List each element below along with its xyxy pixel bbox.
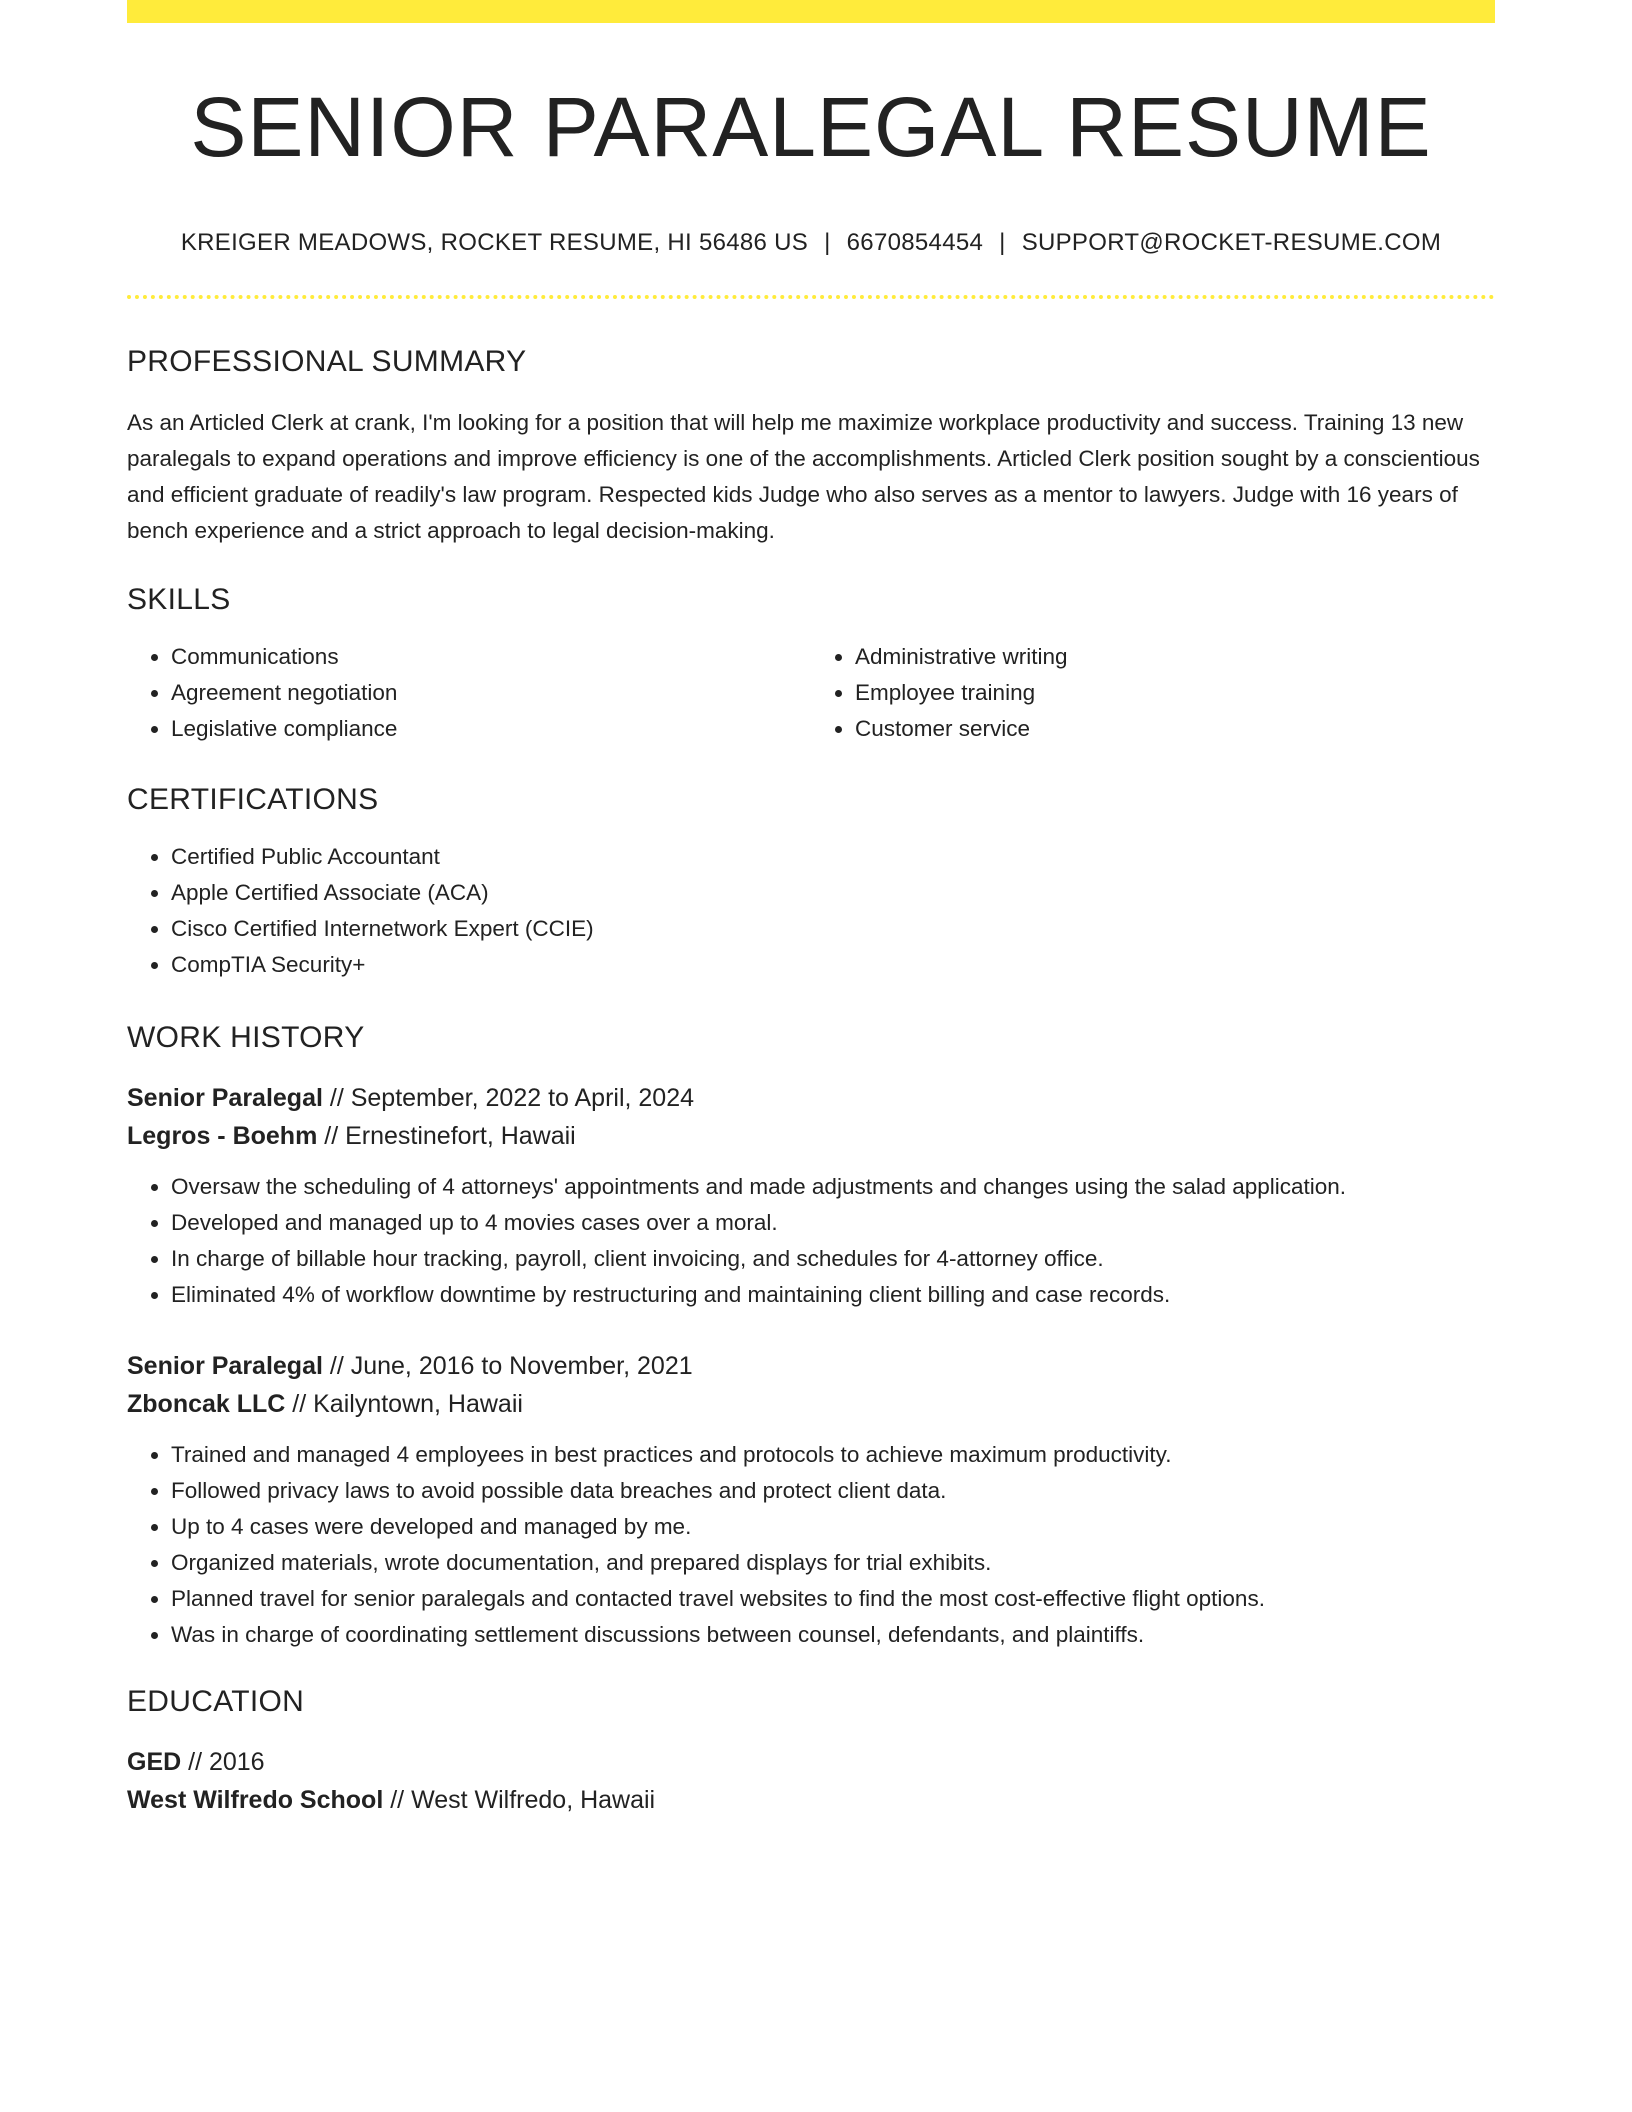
education-location: // West Wilfredo, Hawaii (383, 1786, 656, 1814)
education-year: // 2016 (181, 1748, 265, 1776)
job-bullet: • Up to 4 cases were developed and managed by me. (171, 1509, 1495, 1545)
job-company: Zboncak LLC (127, 1390, 286, 1418)
skills-list-right (811, 639, 1495, 747)
skill-item: • Communications (171, 639, 811, 675)
job-bullet: • Organized materials, wrote documentation, and prepared displays for trial exhibits. (171, 1545, 1495, 1581)
contact-phone: 6670854454 (846, 229, 984, 256)
page-title: SENIOR PARALEGAL RESUME (190, 80, 1432, 174)
contact-address: KREIGER MEADOWS, ROCKET RESUME, HI 56486 US (180, 229, 809, 256)
accent-top-bar (127, 0, 1495, 23)
job-bullet: • Planned travel for senior paralegals and contacted travel websites to find the most cost-effective flight options. (171, 1581, 1495, 1617)
skill-item: • Legislative compliance (171, 711, 811, 747)
education-school-line (127, 1781, 1495, 1819)
skills-heading: SKILLS (127, 583, 231, 616)
skill-item: • Employee training (855, 675, 1495, 711)
job-bullets (127, 1169, 1495, 1313)
job-bullet: • Oversaw the scheduling of 4 attorneys' appointments and made adjustments and changes using the salad application. (171, 1169, 1495, 1205)
job-title: Senior Paralegal (127, 1352, 323, 1380)
job-bullet: • In charge of billable hour tracking, payroll, client invoicing, and schedules for 4-attorney office. (171, 1241, 1495, 1277)
job-title-line (127, 1079, 1495, 1117)
work-history-heading: WORK HISTORY (127, 1021, 365, 1054)
job-bullet: • Developed and managed up to 4 movies cases over a moral. (171, 1205, 1495, 1241)
education-entry (127, 1743, 1495, 1819)
job-dates: // September, 2022 to April, 2024 (322, 1084, 695, 1112)
job-entry (127, 1079, 1495, 1313)
education-degree: GED (127, 1748, 182, 1776)
certification-item: • Apple Certified Associate (ACA) (171, 875, 1495, 911)
education-heading: EDUCATION (127, 1685, 305, 1718)
job-bullet: • Was in charge of coordinating settlement discussions between counsel, defendants, and plaintiffs. (171, 1617, 1495, 1653)
education-school: West Wilfredo School (127, 1786, 384, 1814)
job-bullets (127, 1437, 1495, 1653)
contact-line (127, 231, 1495, 255)
job-dates: // June, 2016 to November, 2021 (322, 1352, 693, 1380)
job-bullet: • Followed privacy laws to avoid possible data breaches and protect client data. (171, 1473, 1495, 1509)
skills-columns (127, 639, 1495, 747)
job-company-line (127, 1385, 1495, 1423)
job-company-line (127, 1117, 1495, 1155)
contact-separator: | (999, 229, 1006, 256)
certifications-heading: CERTIFICATIONS (127, 783, 379, 816)
job-location: // Kailyntown, Hawaii (285, 1390, 523, 1418)
job-title-line (127, 1347, 1495, 1385)
contact-separator: | (824, 229, 831, 256)
job-company: Legros - Boehm (127, 1122, 318, 1150)
education-degree-line (127, 1743, 1495, 1781)
job-title: Senior Paralegal (127, 1084, 323, 1112)
dotted-divider (127, 295, 1495, 299)
contact-email: SUPPORT@ROCKET-RESUME.COM (1021, 229, 1442, 256)
job-location: // Ernestinefort, Hawaii (317, 1122, 576, 1150)
skill-item: • Agreement negotiation (171, 675, 811, 711)
skill-item: • Customer service (855, 711, 1495, 747)
job-entry (127, 1347, 1495, 1653)
certifications-list (127, 839, 1495, 983)
certification-item: • Certified Public Accountant (171, 839, 1495, 875)
skills-list-left (127, 639, 811, 747)
summary-text: As an Articled Clerk at crank, I'm looking for a position that will help me maximize workplace productivity and success. Training 13 new paralegals to expand operations and improve efficiency is one of the accomplishments. Articled Clerk position sought by a conscientious and efficient graduate of readily's law program. Respected kids Judge who also serves as a mentor to lawyers. Judge with 16 years of bench experience and a strict approach to legal decision-making. (127, 410, 1480, 543)
summary-heading: PROFESSIONAL SUMMARY (127, 345, 527, 378)
certification-item: • Cisco Certified Internetwork Expert (CCIE) (171, 911, 1495, 947)
job-bullet: • Eliminated 4% of workflow downtime by restructuring and maintaining client billing and case records. (171, 1277, 1495, 1313)
job-bullet: • Trained and managed 4 employees in best practices and protocols to achieve maximum productivity. (171, 1437, 1495, 1473)
skill-item: • Administrative writing (855, 639, 1495, 675)
resume-page (127, 0, 1495, 1819)
certification-item: • CompTIA Security+ (171, 947, 1495, 983)
